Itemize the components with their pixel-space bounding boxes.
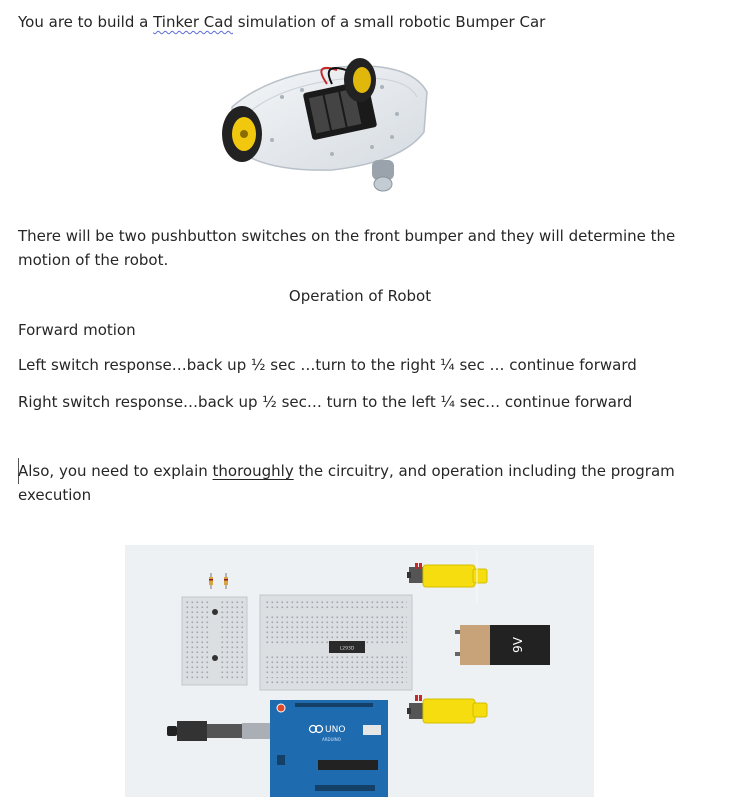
also-text-start: Also, you need to explain <box>18 462 213 480</box>
board-sublabel: ARDUINO <box>322 737 341 742</box>
robot-car-photo <box>212 52 444 198</box>
left-switch-response: Left switch response…back up ½ sec …turn to the right ¼ sec … continue forward <box>18 356 637 374</box>
explanation-paragraph <box>18 459 698 507</box>
also-text-end: the circuitry, and operation including the program execution <box>18 462 675 504</box>
main-breadboard <box>260 595 412 690</box>
pushbutton-icon <box>212 609 218 615</box>
arduino-board <box>270 700 388 797</box>
chip-label: L293D <box>339 646 355 652</box>
intro-text-start: You are to build a <box>18 13 154 31</box>
tinkercad-term: Tinker Cad <box>153 13 233 31</box>
forward-motion: Forward motion <box>18 321 136 339</box>
battery-label: 9V <box>511 637 525 653</box>
tinkercad-circuit-screenshot <box>125 545 594 797</box>
right-switch-response: Right switch response…back up ½ sec… turn to the left ¼ sec… continue forward <box>18 393 633 411</box>
battery-9v <box>455 625 550 665</box>
small-breadboard <box>182 597 247 685</box>
pushbutton-icon <box>212 655 218 661</box>
intro-text-end: simulation of a small robotic Bumper Car <box>232 13 546 31</box>
board-label: UNO <box>325 725 346 735</box>
operation-heading: Operation of Robot <box>288 287 432 305</box>
thoroughly-underlined: thoroughly <box>212 462 294 480</box>
intro-line <box>18 10 545 34</box>
usb-cable <box>167 721 272 741</box>
switch-description: There will be two pushbutton switches on the front bumper and they will determine the motion of the robot. <box>18 227 676 269</box>
